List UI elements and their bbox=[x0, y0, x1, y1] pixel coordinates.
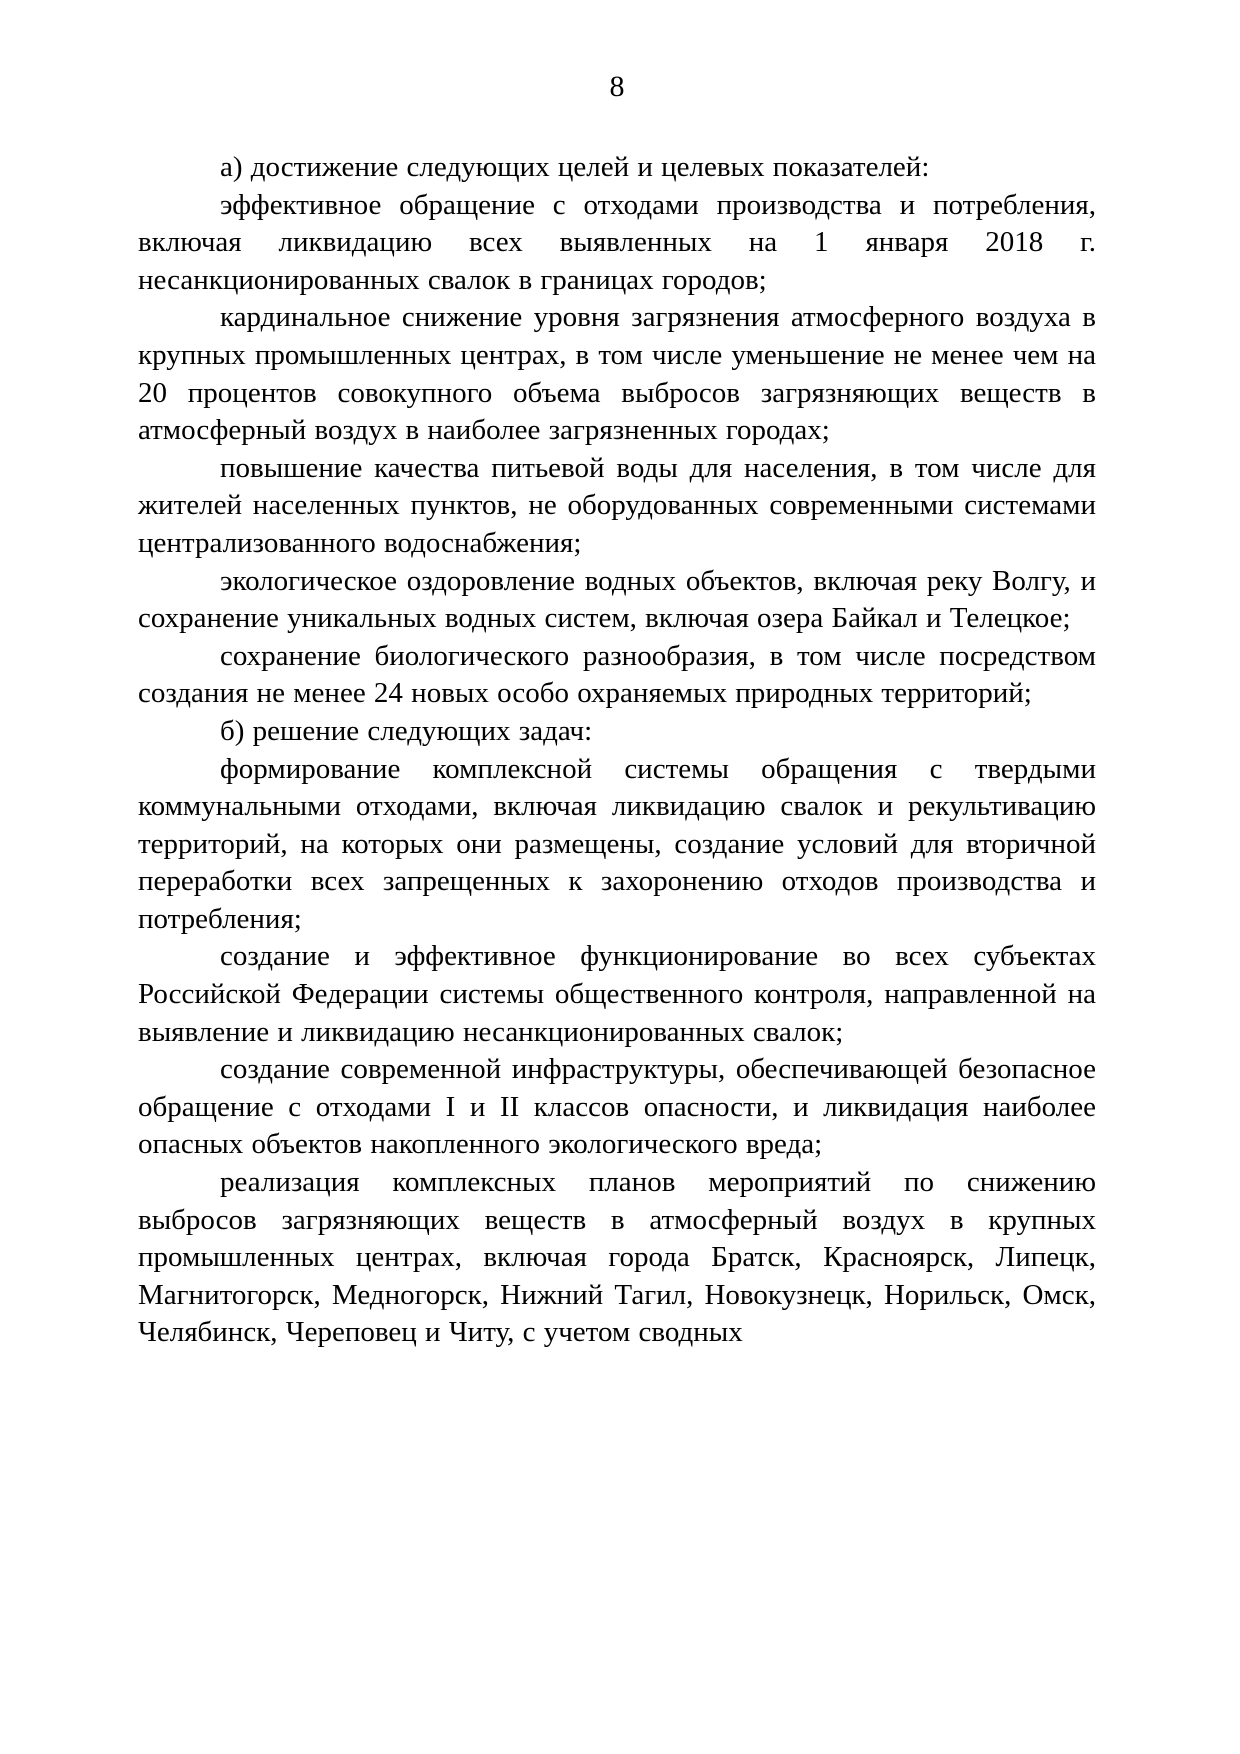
paragraph: а) достижение следующих целей и целевых показателей: bbox=[220, 151, 930, 183]
paragraph: создание современной инфраструктуры, обеспечивающей безопасное обращение с отходами I и II классов опасности, и ликвидация наиболее опасных объектов накопленного экологического вреда; bbox=[138, 1053, 1096, 1161]
paragraph: эффективное обращение с отходами производства и потребления, включая ликвидацию всех выявленных на 1 января 2018 г. несанкционированных свалок в границах городов; bbox=[138, 188, 1096, 296]
paragraph: создание и эффективное функционирование во всех субъектах Российской Федерации системы общественного контроля, направленной на выявление и ликвидацию несанкционированных свалок; bbox=[138, 940, 1096, 1048]
paragraph: экологическое оздоровление водных объектов, включая реку Волгу, и сохранение уникальных водных систем, включая озера Байкал и Телецкое; bbox=[138, 564, 1096, 635]
paragraph: формирование комплексной системы обращения с твердыми коммунальными отходами, включая ликвидацию свалок и рекультивацию территорий, на которых они размещены, создание условий для вторичной переработки всех запрещенных к захоронению отходов производства и потребления; bbox=[138, 752, 1096, 935]
paragraph: кардинальное снижение уровня загрязнения атмосферного воздуха в крупных промышленных центрах, в том числе уменьшение не менее чем на 20 процентов совокупного объема выбросов загрязняющих веществ в атмосферный воздух в наиболее загрязненных городах; bbox=[138, 301, 1096, 447]
page-number: 8 bbox=[609, 70, 625, 103]
document-body bbox=[138, 149, 1096, 1352]
paragraph: реализация комплексных планов мероприятий по снижению выбросов загрязняющих веществ в атмосферный воздух в крупных промышленных центрах, включая города Братск, Красноярск, Липецк, Магнитогорск, Медногорск, Нижний Тагил, Новокузнецк, Норильск, Омск, Челябинск, Череповец и Читу, с учетом сводных bbox=[138, 1166, 1096, 1349]
paragraph: б) решение следующих задач: bbox=[220, 714, 593, 747]
paragraph: повышение качества питьевой воды для населения, в том числе для жителей населенных пунктов, не оборудованных современными системами централизованного водоснабжения; bbox=[138, 451, 1096, 559]
paragraph: сохранение биологического разнообразия, в том числе посредством создания не менее 24 новых особо охраняемых природных территорий; bbox=[138, 639, 1096, 710]
